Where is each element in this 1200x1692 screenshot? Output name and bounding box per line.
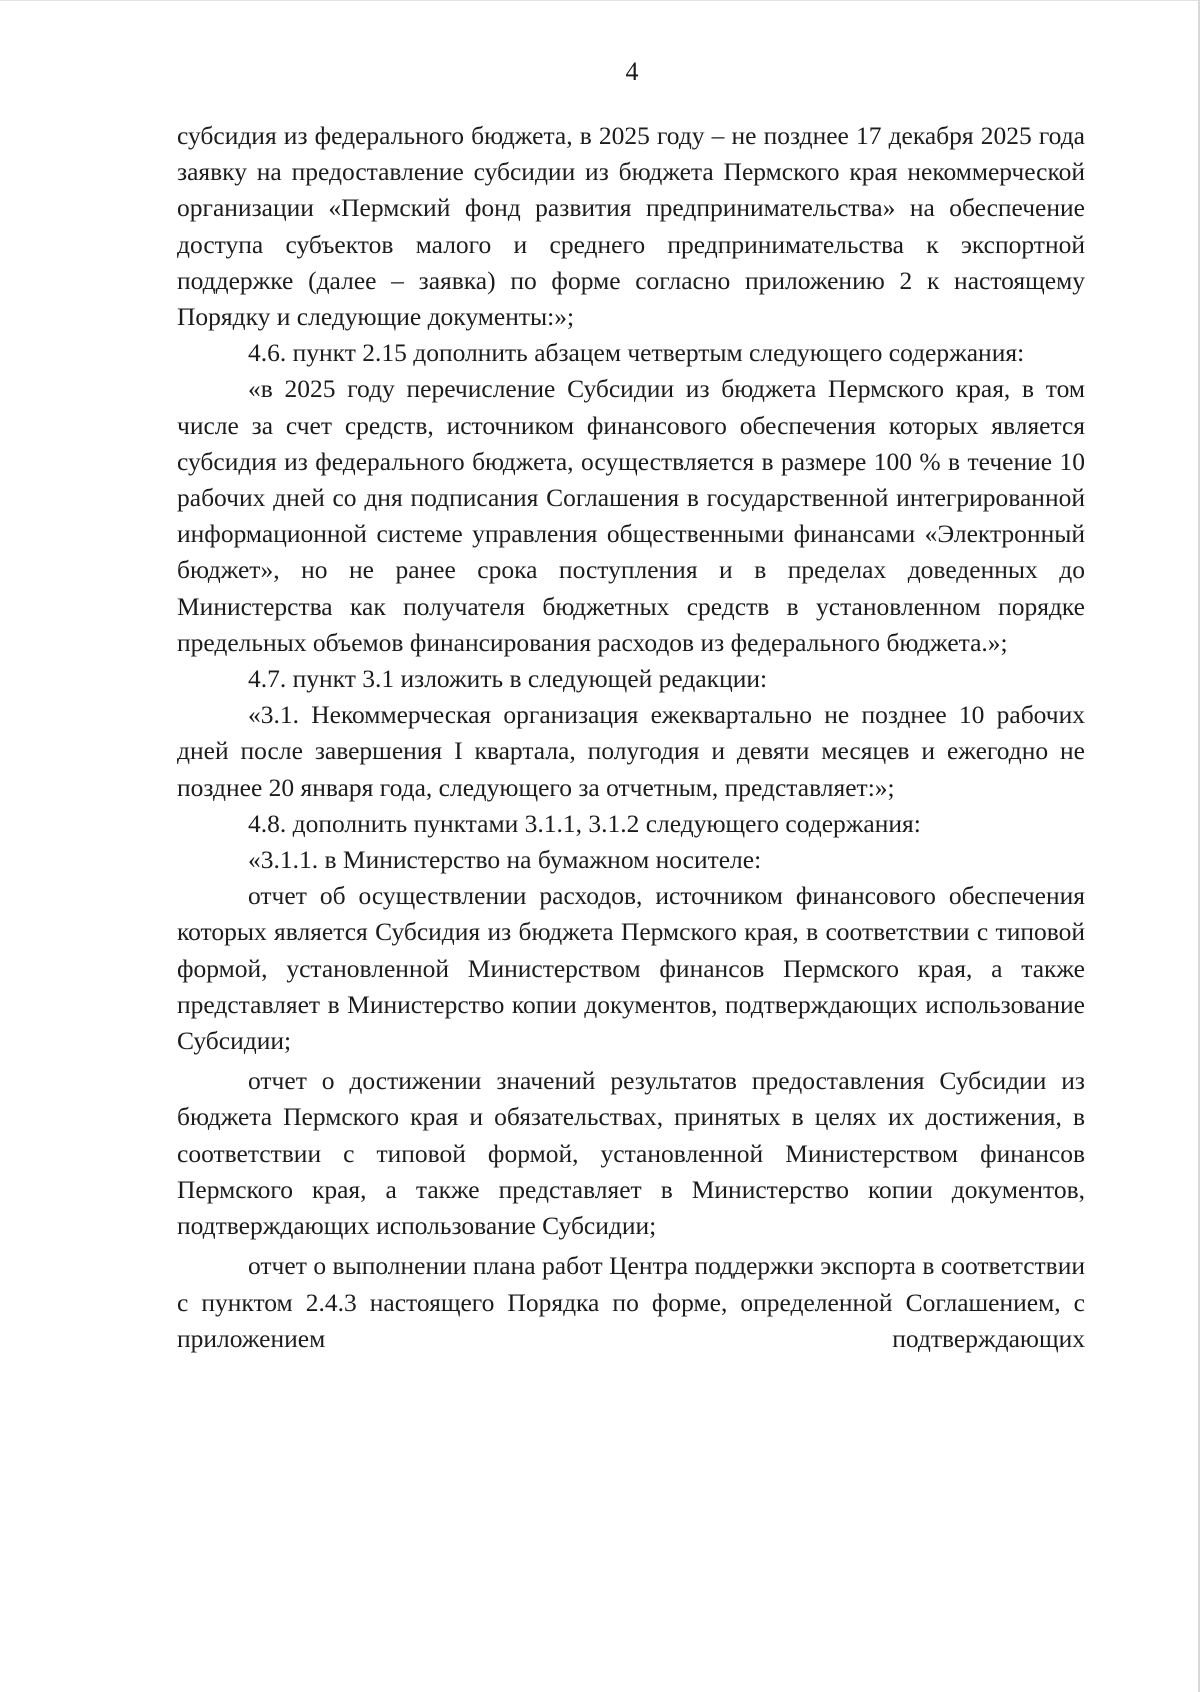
- paragraph-item-4-6: 4.6. пункт 2.15 дополнить абзацем четвертым следующего содержания:: [248, 338, 1025, 368]
- page-number: 4: [625, 57, 639, 86]
- paragraph-continuation: субсидия из федерального бюджета, в 2025 году – не позднее 17 декабря 2025 года заявку на предоставление субсидии из бюджета Пермского края некоммерческой организации «Пермский фонд развития предпринимательства» на обеспечение доступа субъектов малого и среднего предпринимательства к экспортной поддержке (далее – заявка) по форме согласно приложению 2 к настоящему Порядку и следующие документы:»;: [177, 121, 1085, 332]
- paragraph-report-work-plan: отчет о выполнении плана работ Центра поддержки экспорта в соответствии с пунктом 2.4.3 настоящего Порядка по форме, определенной Соглашением, с приложением подтверждающих: [177, 1251, 1085, 1353]
- paragraph-item-4-8: 4.8. дополнить пунктами 3.1.1, 3.1.2 следующего содержания:: [248, 808, 921, 838]
- paragraph-report-results: отчет о достижении значений результатов предоставления Субсидии из бюджета Пермского края и обязательствах, принятых в целях их достижения, в соответствии с типовой формой, установленной Министерством финансов Пермского края, а также представляет в Министерство копии документов, подтверждающих использование Субсидии;: [177, 1066, 1085, 1241]
- paragraph-quote-3-1-1: «3.1.1. в Министерство на бумажном носителе:: [248, 845, 762, 875]
- document-body: [177, 118, 1085, 1357]
- paragraph-report-expenses: отчет об осуществлении расходов, источником финансового обеспечения которых является Субсидия из бюджета Пермского края, в соответствии с типовой формой, установленной Министерством финансов Пермского края, а также представляет в Министерство копии документов, подтверждающих использование Субсидии;: [177, 881, 1085, 1056]
- paragraph-item-4-7: 4.7. пункт 3.1 изложить в следующей редакции:: [248, 664, 768, 694]
- paragraph-quote-2025-transfer: «в 2025 году перечисление Субсидии из бюджета Пермского края, в том числе за счет средств, источником финансового обеспечения которых является субсидия из федерального бюджета, осуществляется в размере 100 % в течение 10 рабочих дней со дня подписания Соглашения в государственной интегрированной информационной системе управления общественными финансами «Электронный бюджет», но не ранее срока поступления и в пределах доведенных до Министерства как получателя бюджетных средств в установленном порядке предельных объемов финансирования расходов из федерального бюджета.»;: [177, 374, 1085, 657]
- scan-top-edge: [0, 0, 1200, 1]
- paragraph-quote-3-1: «3.1. Некоммерческая организация ежеквартально не позднее 10 рабочих дней после завершения I квартала, полугодия и девяти месяцев и ежегодно не позднее 20 января года, следующего за отчетным, представляет:»;: [177, 700, 1085, 802]
